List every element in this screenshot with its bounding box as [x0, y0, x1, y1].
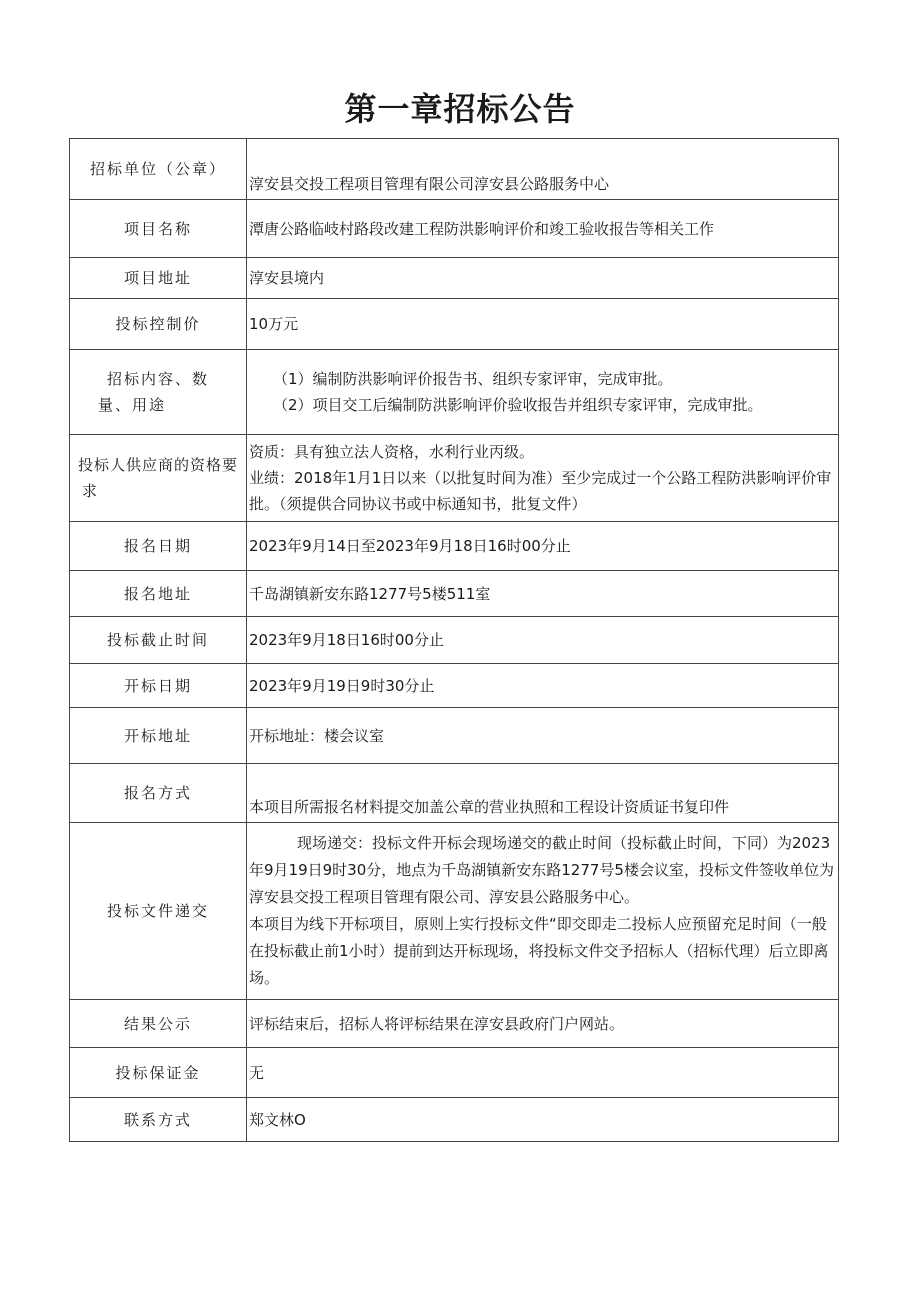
row-label-opening-address: 开标地址 — [70, 708, 247, 764]
row-value-registration-method: 本项目所需报名材料提交加盖公章的营业执照和工程设计资质证书复印件 — [247, 764, 839, 823]
row-label-registration-address: 报名地址 — [70, 571, 247, 617]
table-row — [70, 299, 839, 350]
submission-paragraph: 现场递交：投标文件开标会现场递交的截止时间（投标截止时间，下同）为2023年9月19日9时30分，地点为千岛湖镇新安东路1277号5楼会议室，投标文件签收单位为淳安县交投工程项目管理有限公司、淳安县公路服务中心。 — [249, 834, 834, 906]
row-label-tender-content — [70, 350, 247, 435]
row-value-bid-submission — [247, 823, 839, 1000]
page-title: 第一章招标公告 — [344, 90, 576, 128]
row-label-project-name: 项目名称 — [70, 200, 247, 258]
row-label-project-address: 项目地址 — [70, 258, 247, 299]
row-value-bid-bond: 无 — [247, 1048, 839, 1098]
tender-notice-table — [69, 138, 839, 1142]
row-label-result-notice: 结果公示 — [70, 1000, 247, 1048]
row-value-project-name: 潭唐公路临岐村路段改建工程防洪影响评价和竣工验收报告等相关工作 — [247, 200, 839, 258]
label-line: 投标人供应商的资格要 — [77, 456, 238, 474]
row-label-bid-bond: 投标保证金 — [70, 1048, 247, 1098]
row-label-registration-method: 报名方式 — [70, 764, 247, 823]
row-label-bid-submission: 投标文件递交 — [70, 823, 247, 1000]
content-line: （1）编制防洪影响评价报告书、组织专家评审，完成审批。 — [273, 370, 673, 388]
row-value-qualification — [247, 435, 839, 522]
row-value-result-notice: 评标结束后，招标人将评标结果在淳安县政府门户网站。 — [247, 1000, 839, 1048]
row-label-registration-date: 报名日期 — [70, 522, 247, 571]
table-row — [70, 708, 839, 764]
submission-paragraph: 本项目为线下开标项目，原则上实行投标文件“即交即走二投标人应预留充足时间（一般在投标截止前1小时）提前到达开标现场，将投标文件交予招标人（招标代理）后立即离场。 — [249, 915, 829, 987]
label-line: 招标内容、数 — [106, 370, 209, 388]
row-value-contact: 郑文林O — [247, 1098, 839, 1142]
row-label-opening-date: 开标日期 — [70, 664, 247, 708]
label-line: 求 — [82, 482, 99, 500]
table-row — [70, 571, 839, 617]
table-row — [70, 664, 839, 708]
row-value-opening-date: 2023年9月19日9时30分止 — [247, 664, 839, 708]
row-value-bid-deadline: 2023年9月18日16时00分止 — [247, 617, 839, 664]
table-row — [70, 1000, 839, 1048]
table-row — [70, 764, 839, 823]
row-label-control-price: 投标控制价 — [70, 299, 247, 350]
row-label-bid-deadline: 投标截止时间 — [70, 617, 247, 664]
row-value-project-address: 淳安县境内 — [247, 258, 839, 299]
table-row — [70, 139, 839, 200]
table-row — [70, 617, 839, 664]
table-row — [70, 1048, 839, 1098]
qualification-line: 资质：具有独立法人资格，水利行业丙级。 — [249, 443, 535, 461]
row-value-tender-content — [247, 350, 839, 435]
table-row — [70, 522, 839, 571]
table-row — [70, 823, 839, 1000]
row-label-contact: 联系方式 — [70, 1098, 247, 1142]
row-value-registration-address: 千岛湖镇新安东路1277号5楼511室 — [247, 571, 839, 617]
row-label-tender-unit: 招标单位（公章） — [70, 139, 247, 200]
label-line: 量、用途 — [98, 396, 167, 414]
table-row — [70, 200, 839, 258]
table-row — [70, 1098, 839, 1142]
table-row — [70, 435, 839, 522]
row-value-opening-address: 开标地址：楼会议室 — [247, 708, 839, 764]
row-value-control-price: 10万元 — [247, 299, 839, 350]
qualification-line: 业绩：2018年1月1日以来（以批复时间为准）至少完成过一个公路工程防洪影响评价审批。（须提供合同协议书或中标通知书，批复文件） — [249, 469, 832, 513]
row-label-qualification — [70, 435, 247, 522]
table-row — [70, 350, 839, 435]
table-row — [70, 258, 839, 299]
row-value-registration-date: 2023年9月14日至2023年9月18日16时00分止 — [247, 522, 839, 571]
row-value-tender-unit: 淳安县交投工程项目管理有限公司淳安县公路服务中心 — [247, 139, 839, 200]
content-line: （2）项目交工后编制防洪影响评价验收报告并组织专家评审，完成审批。 — [273, 396, 763, 414]
